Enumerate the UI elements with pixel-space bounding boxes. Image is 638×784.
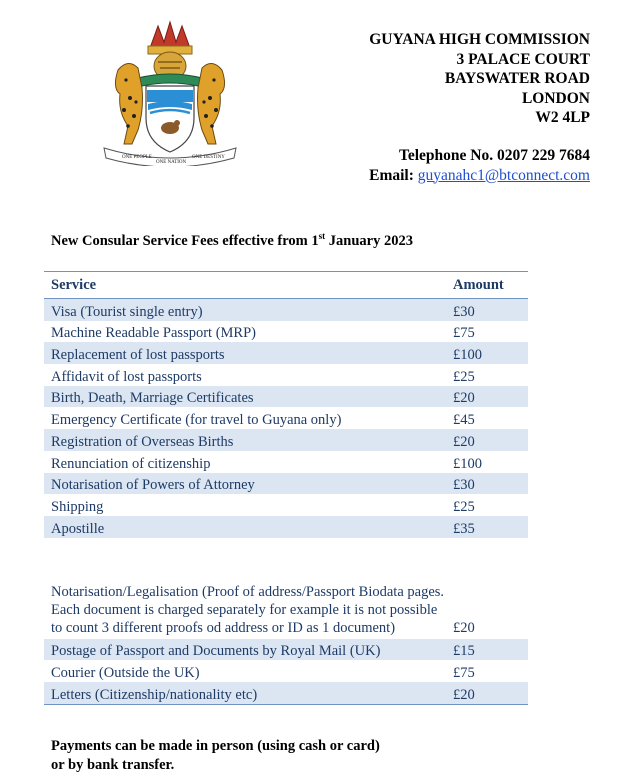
telephone-number: Telephone No. 0207 229 7684	[398, 147, 590, 164]
amount-cell: £45	[446, 407, 528, 429]
table-row	[44, 451, 528, 473]
amount-cell: £100	[446, 451, 528, 473]
amount-column-header: Amount	[446, 272, 528, 299]
amount-cell: £30	[446, 473, 528, 495]
table-row	[44, 429, 528, 451]
table-row	[44, 364, 528, 386]
address-line: BAYSWATER ROAD	[444, 70, 590, 88]
service-column-header: Service	[44, 272, 446, 299]
service-cell: Machine Readable Passport (MRP)	[44, 321, 446, 343]
service-cell: Birth, Death, Marriage Certificates	[44, 386, 446, 408]
email-line	[369, 166, 590, 186]
amount-cell: £75	[446, 660, 528, 682]
table-row	[44, 494, 528, 516]
email-link[interactable]: guyanahc1@btconnect.com	[417, 166, 590, 184]
amount-cell: £25	[446, 364, 528, 386]
payment-line: Payments can be made in person (using cash or card)	[51, 738, 380, 754]
table-row	[44, 516, 528, 538]
amount-cell: £30	[446, 299, 528, 321]
table-row	[44, 386, 528, 408]
service-cell: Apostille	[44, 516, 446, 538]
title-ordinal: st	[318, 231, 326, 241]
amount-cell: £15	[446, 639, 528, 661]
svg-text:ONE DESTINY: ONE DESTINY	[192, 155, 225, 160]
table-row	[44, 407, 528, 429]
service-cell: Renunciation of citizenship	[44, 451, 446, 473]
amount-cell: £20	[446, 429, 528, 451]
table-row	[44, 538, 528, 639]
amount-cell: £20	[446, 682, 528, 704]
table-row	[44, 473, 528, 495]
contact-block	[369, 146, 590, 185]
table-row	[44, 342, 528, 364]
service-cell: Letters (Citizenship/nationality etc)	[44, 682, 446, 704]
service-cell: Affidavit of lost passports	[44, 364, 446, 386]
svg-text:ONE PEOPLE: ONE PEOPLE	[122, 155, 152, 160]
service-cell: Replacement of lost passports	[44, 342, 446, 364]
table-row	[44, 321, 528, 343]
payment-note	[51, 737, 380, 775]
service-cell: Courier (Outside the UK)	[44, 660, 446, 682]
svg-text:ONE NATION: ONE NATION	[156, 160, 187, 165]
guyana-coat-of-arms-icon	[98, 18, 242, 166]
amount-cell: £35	[446, 516, 528, 538]
title-prefix: New Consular Service Fees effective from 1	[51, 232, 319, 249]
table-row	[44, 639, 528, 661]
service-cell: Registration of Overseas Births	[44, 429, 446, 451]
service-cell: Visa (Tourist single entry)	[44, 299, 446, 321]
amount-cell: £20	[446, 538, 528, 639]
address-line: 3 PALACE COURT	[456, 50, 590, 68]
amount-cell: £20	[446, 386, 528, 408]
service-cell: Shipping	[44, 494, 446, 516]
address-line: W2 4LP	[535, 109, 590, 127]
fees-table	[44, 271, 528, 705]
amount-cell: £100	[446, 342, 528, 364]
address-line: GUYANA HIGH COMMISSION	[369, 31, 590, 48]
service-cell: Postage of Passport and Documents by Royal Mail (UK)	[44, 639, 446, 661]
service-cell: Notarisation of Powers of Attorney	[44, 473, 446, 495]
payment-line: or by bank transfer.	[51, 757, 175, 773]
table-row	[44, 660, 528, 682]
table-row	[44, 299, 528, 321]
table-header-row	[44, 272, 528, 299]
title-suffix: January 2023	[325, 232, 413, 249]
table-row	[44, 682, 528, 704]
email-label: Email:	[369, 166, 418, 184]
address-line: LONDON	[521, 89, 590, 107]
amount-cell: £75	[446, 321, 528, 343]
amount-cell: £25	[446, 494, 528, 516]
service-cell: Emergency Certificate (for travel to Guyana only)	[44, 407, 446, 429]
service-cell: Notarisation/Legalisation (Proof of address/Passport Biodata pages. Each document is charged separately for example it is not possible to count 3 different proofs od address or ID as 1 document)	[44, 538, 446, 639]
page-title	[51, 231, 413, 250]
commission-address	[369, 30, 590, 128]
